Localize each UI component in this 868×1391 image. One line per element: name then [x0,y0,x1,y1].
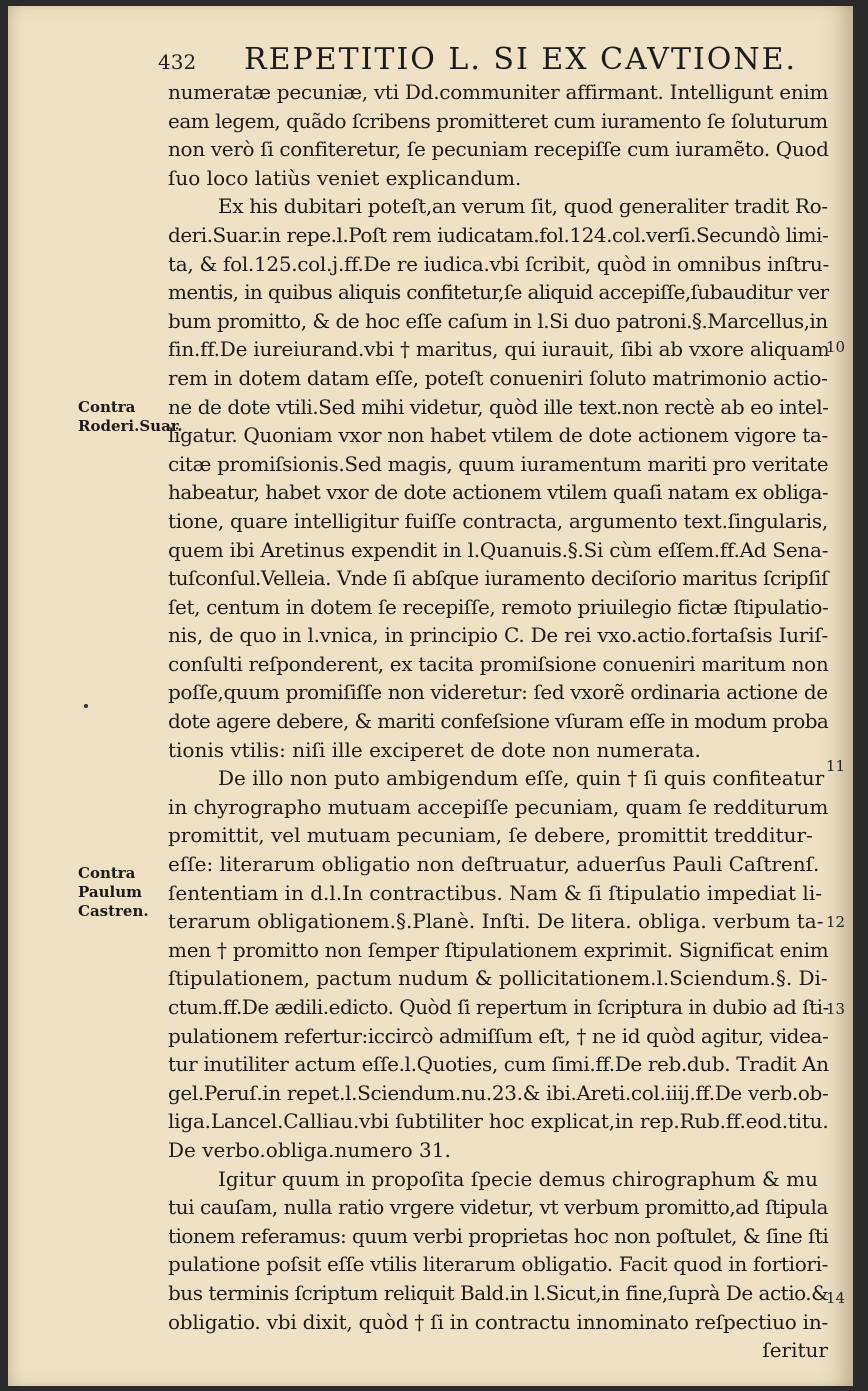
text-line: gel.Peruſ.in repet.l.Sciendum.nu.23.& ibi.Areti.col.iiij.ff.De verb.ob- [168,1080,829,1105]
body-text [168,78,828,1365]
text-line: fin.ff.De iureiurand.vbi † maritus, qui iurauit, ſibi ab vxore aliquam [168,337,830,362]
text-line: ligatur. Quoniam vxor non habet vtilem de dote actionem vigore ta- [168,423,828,448]
text-line: ſtipulationem, pactum nudum & pollicitationem.l.Sciendum.§. Di- [168,966,828,991]
text-line: ſet, centum in dotem ſe recepiſſe, remoto priuilegio fictæ ſtipulatio- [168,594,829,619]
text-line: tionem referamus: quum verbi proprietas hoc non poſtulet, & ſine ſti [168,1223,829,1248]
text-line: men † promitto non ſemper ſtipulationem exprimit. Significat enim [168,937,829,962]
text-line: conſulti reſponderent, ex tacita promiſsione conueniri maritum non [168,651,829,676]
text-line: tuſconſul.Velleia. Vnde ſi abſque iuramento deciſorio maritus ſcripſiſ [168,566,828,591]
text-line: ne de dote vtili.Sed mihi videtur, quòd ille text.non rectè ab eo intel- [168,394,829,419]
text-line: deri.Suar.in repe.l.Poſt rem iudicatam.fol.124.col.verſi.Secundò limi- [168,222,829,247]
margin-note: Contra Paulum Castren. [78,864,149,920]
text-line: non verò ſi confiteretur, ſe pecuniam recepiſſe cum iuramẽto. Quod [168,137,829,162]
text-line: pulatione poſsit eſſe vtilis literarum obligatio. Facit quod in fortiori- [168,1252,829,1277]
running-head: REPETITIO L. SI EX CAVTIONE. [244,42,798,77]
text-line: nis, de quo in l.vnica, in principio C. De rei vxo.actio.fortaſsis Iuriſ- [168,623,829,648]
margin-line-number: 13 [826,1000,846,1018]
text-line: ſententiam in d.l.In contractibus. Nam & ſi ſtipulatio impediat li- [168,880,822,905]
text-line: ta, & fol.125.col.j.ff.De re iudica.vbi ſcribit, quòd in omnibus inſtru- [168,251,829,276]
margin-mark [84,704,88,708]
margin-line-number: 10 [826,338,846,356]
text-line: pulationem refertur:iccircò admiſſum eſt, † ne id quòd agitur, videa- [168,1023,829,1048]
text-line: rem in dotem datam eſſe, poteſt conueniri ſoluto matrimonio actio- [168,365,828,390]
text-line: Ex his dubitari poteſt,an verum ſit, quod generaliter tradit Ro- [218,194,828,219]
text-line: eam legem, quãdo ſcribens promitteret cum iuramento ſe ſoluturum [168,108,828,133]
text-line: liga.Lancel.Calliau.vbi ſubtiliter hoc explicat,in rep.Rub.ff.eod.titu. [168,1109,829,1134]
text-line: tui cauſam, nulla ratio vrgere videtur, vt verbum promitto,ad ſtipula [168,1195,828,1220]
text-line: citæ promiſsionis.Sed magis, quum iuramentum mariti pro veritate [168,451,829,476]
text-line: De illo non puto ambigendum eſſe, quin † ſi quis confiteatur [218,766,825,791]
text-line: habeatur, habet vxor de dote actionem vtilem quaſi natam ex obliga- [168,480,829,505]
margin-line-number: 11 [826,757,846,775]
text-line: quem ibi Aretinus expendit in l.Quanuis.§.Si cùm eſſem.ff.Ad Sena- [168,537,829,562]
catchword: ſeritur [762,1338,828,1363]
book-page [8,6,853,1386]
text-line: poſſe,quum promiſiſſe non videretur: ſed vxorẽ ordinaria actione de [168,680,828,705]
text-line: tur inutiliter actum eſſe.l.Quoties, cum ſimi.ff.De reb.dub. Tradit An [168,1052,829,1077]
text-line: ſuo loco latiùs veniet explicandum. [168,165,522,190]
text-line: promittit, vel mutuam pecuniam, ſe debere, promittit tredditur- [168,823,813,848]
text-line: dote agere debere, & mariti confeſsione vſuram eſſe in modum proba [168,709,829,734]
text-line: bus terminis ſcriptum reliquit Bald.in l.Sicut,in fine,ſuprà De actio.& [168,1280,829,1305]
text-line: bum promitto, & de hoc eſſe caſum in l.Si duo patroni.§.Marcellus,in [168,308,828,333]
text-line: obligatio. vbi dixit, quòd † ſi in contractu innominato reſpectiuo in- [168,1309,829,1334]
margin-line-number: 12 [826,913,846,931]
text-line: in chyrographo mutuam accepiſſe pecuniam, quam ſe redditurum [168,794,829,819]
text-line: numeratæ pecuniæ, vti Dd.communiter affirmant. Intelligunt enim [168,80,829,104]
text-line: Igitur quum in propoſita ſpecie demus chirographum & mu [218,1166,819,1191]
text-line: tione, quare intelligitur fuiſſe contracta, argumento text.ſingularis, [168,508,828,533]
text-line: mentis, in quibus aliquis confitetur,ſe aliquid accepiſſe,ſubauditur ver [168,280,829,305]
text-line: tionis vtilis: niſi ille exciperet de dote non numerata. [168,737,701,762]
margin-line-number: 14 [826,1289,846,1307]
page-number: 432 [158,50,197,74]
margin-note: Contra Roderi.Suar. [78,398,183,435]
text-line: terarum obligationem.§.Planè. Inſti. De litera. obliga. verbum ta- [168,909,824,934]
text-line: ctum.ff.De ædili.edicto. Quòd ſi repertum in ſcriptura in dubio ad ſti- [168,995,829,1019]
text-line: eſſe: literarum obligatio non deſtruatur, aduerſus Pauli Caſtrenſ. [168,852,820,877]
text-line: De verbo.obliga.numero 31. [168,1137,451,1162]
